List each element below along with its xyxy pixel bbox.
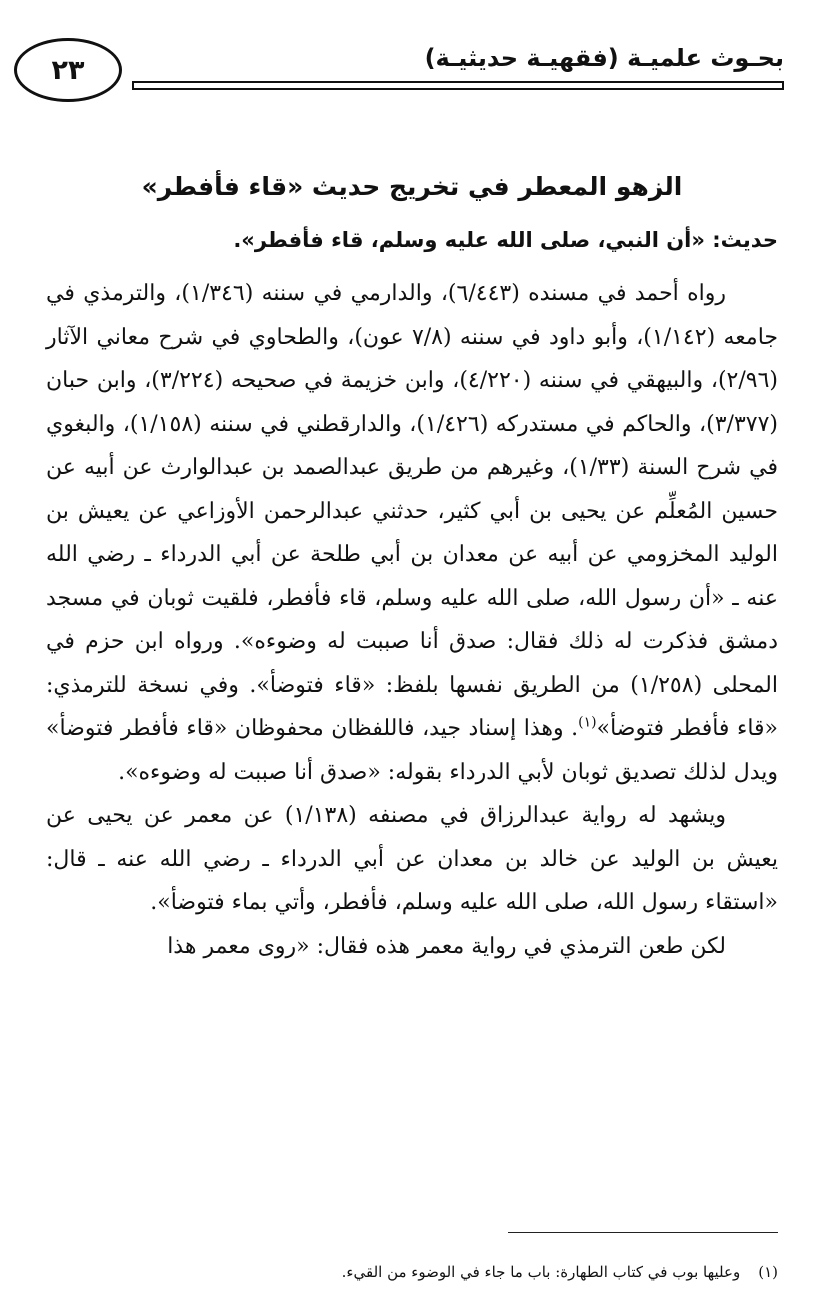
page-header [14, 38, 784, 108]
article-title: الزهو المعطر في تخريج حديث «قاء فأفطر» [141, 172, 683, 201]
article-body [46, 160, 778, 968]
hadith-line [46, 214, 778, 266]
hadith-text: «أن النبي، صلى الله عليه وسلم، قاء فأفطر». [233, 228, 713, 252]
paragraph-takhrij-end: . وهذا إسناد جيد، فاللفظان محفوظان «قاء فأفطر فتوضأ» ويدل لذلك تصديق ثوبان لأبي الدرداء بقوله: «صدق أنا صببت له وضوءه». [46, 716, 778, 785]
footnote-marker: (١) [758, 1263, 778, 1281]
running-title: بحـوث علميـة (فقهيـة حديثيـة) [424, 44, 784, 72]
paragraph-takhrij-text: رواه أحمد في مسنده (٦/٤٤٣)، والدارمي في سننه (١/٣٤٦)، والترمذي في جامعه (١/١٤٢)، وأبو داود في سننه (٧/٨ عون)، والطحاوي في شرح معاني الآثار (٢/٩٦)، والبيهقي في سننه (٤/٢٢٠)، وابن خزيمة في صحيحه (٣/٢٢٤)، وابن حبان (٣/٣٧٧)، والحاكم في مستدركه (١/٤٢٦)، والدارقطني في سننه (١/١٥٨)، والبغوي في شرح السنة (١/٣٣)، وغيرهم من طريق عبدالصمد بن عبدالوارث عن أبيه عن حسين المُعلِّم عن يحيى بن أبي كثير، حدثني عبدالرحمن الأوزاعي عن يعيش بن الوليد المخزومي عن أبيه عن معدان بن أبي طلحة عن أبي الدرداء ـ رضي الله عنه ـ «أن رسول الله، صلى الله عليه وسلم، قاء فأفطر، فلقيت ثوبان في مسجد دمشق فذكرت له ذلك فقال: صدق أنا صببت له وضوءه». ورواه ابن حزم في المحلى (١/٢٥٨) من الطريق نفسها بلفظ: «قاء فتوضأ». وفي نسخة للترمذي: «قاء فأفطر فتوضأ» [46, 281, 779, 741]
footnote-divider [508, 1232, 778, 1233]
paragraph-tirmidhi-critique: لكن طعن الترمذي في رواية معمر هذه فقال: «روى معمر هذا [167, 933, 726, 959]
paragraph-shahid: ويشهد له رواية عبدالرزاق في مصنفه (١/١٣٨) عن معمر عن يحيى عن يعيش بن الوليد عن خالد بن معدان عن أبي الدرداء ـ رضي الله عنه ـ قال: «استقاء رسول الله، صلى الله عليه وسلم، فأفطر، وأتي بماء فتوضأ». [46, 803, 778, 915]
footnote-text: وعليها بوب في كتاب الطهارة: باب ما جاء في الوضوء من القيء. [341, 1263, 741, 1281]
footnote-reference[interactable]: (١) [578, 714, 597, 731]
hadith-label: حديث: [712, 228, 778, 252]
page-number: ٢٣ [14, 38, 122, 102]
header-rule [132, 81, 784, 90]
paragraph-takhrij [46, 272, 778, 794]
footnote [46, 1258, 778, 1286]
